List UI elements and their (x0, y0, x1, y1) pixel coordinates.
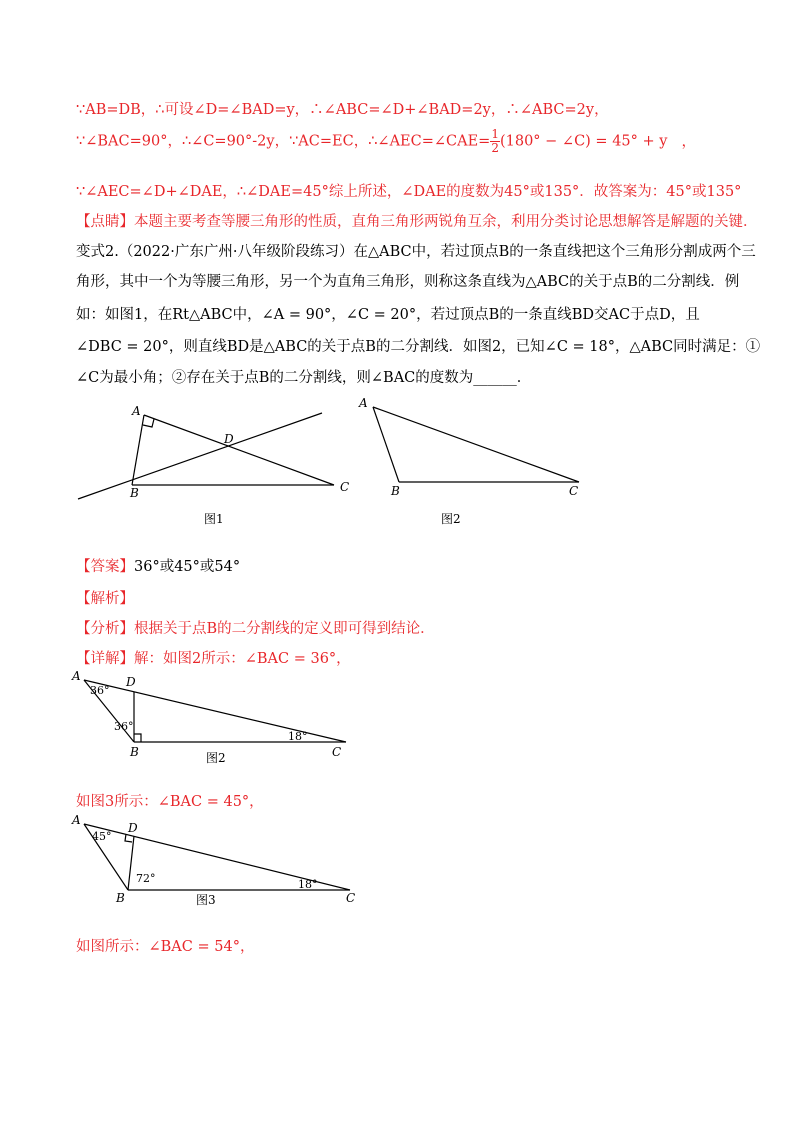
fraction-half (490, 128, 500, 155)
figure-2 (355, 395, 595, 530)
fig2-label-c: C (569, 484, 579, 498)
sol3-caption: 图3 (196, 893, 216, 907)
fig1-label-a: A (132, 404, 141, 418)
fig1-label-c: C (340, 480, 350, 494)
figure-3-caption-line: 如图3所示：∠BAC = 45°， (76, 794, 264, 810)
xiangjie-line (76, 647, 351, 668)
fig2-label-a: A (359, 396, 368, 410)
sol3-label-b: B (116, 891, 125, 905)
sol3-label-d: D (128, 821, 138, 835)
solution-figure-3 (70, 808, 360, 908)
final-line: 如图所示：∠BAC = 54°， (76, 939, 255, 955)
answer-line (76, 555, 240, 576)
sol2-angle-b: 36° (114, 720, 134, 733)
figure-1 (70, 395, 360, 530)
fig1-side-ac (144, 415, 334, 485)
sol3-segment-bd (128, 836, 134, 890)
sol2-angle-c: 18° (288, 730, 308, 743)
sol2-caption: 图2 (206, 751, 226, 765)
solution-line-2 (76, 128, 696, 155)
fraction-denominator: 2 (491, 141, 499, 155)
fig1-right-angle-mark (143, 419, 154, 427)
answer-value: 36°或45°或54° (134, 559, 241, 575)
sol2-label-d: D (126, 675, 136, 689)
fig1-line-bd (78, 413, 322, 499)
fig2-side-ab (373, 407, 399, 482)
sol2-right-angle-mark (134, 734, 141, 742)
answer-label: 【答案】 (76, 559, 134, 575)
solution-line-2-formula: (180° − ∠C) = 45° + y (499, 133, 668, 150)
problem-line-3: 如：如图1，在Rt△ABC中，∠A = 90°，∠C = 20°，若过顶点B的一条直线BD交AC于点D，且 (76, 307, 700, 323)
problem-line-1: 变式2.（2022·广东广州·八年级阶段练习）在△ABC中，若过顶点B的一条直线把这个三角形分割成两个三 (76, 244, 756, 260)
sol3-label-c: C (346, 891, 356, 905)
fenxi-line: 【分析】根据关于点B的二分割线的定义即可得到结论． (76, 621, 435, 637)
fig1-side-ab (132, 415, 144, 485)
jiexi-heading: 【解析】 (76, 591, 134, 607)
sol2-angle-a: 36° (90, 684, 110, 697)
fig2-side-ac (373, 407, 579, 482)
solution-line-3: ∵∠AEC=∠D+∠DAE，∴∠DAE=45°综上所述，∠DAE的度数为45°或135°．故答案为：45°或135° (76, 184, 742, 200)
fig1-caption: 图1 (204, 512, 224, 526)
sol3-label-a: A (72, 813, 81, 827)
dianjing-note: 【点睛】本题主要考查等腰三角形的性质，直角三角形两锐角互余，利用分类讨论思想解答是解题的关键． (76, 214, 758, 230)
xiangjie-text: 解：如图2所示：∠BAC = 36°， (134, 651, 351, 667)
sol3-angle-c: 18° (298, 878, 318, 891)
problem-line-5: ∠C为最小角；②存在关于点B的二分割线，则∠BAC的度数为______． (76, 370, 532, 386)
solution-line-1: ∵AB=DB，∴可设∠D=∠BAD=y，∴∠ABC=∠D+∠BAD=2y，∴∠ABC=2y， (76, 102, 609, 118)
sol2-label-a: A (72, 669, 81, 683)
fig1-label-b: B (130, 486, 139, 500)
fraction-numerator: 1 (491, 127, 499, 141)
sol3-angle-b: 72° (136, 872, 156, 885)
problem-line-4: ∠DBC = 20°，则直线BD是△ABC的关于点B的二分割线．如图2，已知∠C = 18°，△ABC同时满足：① (76, 339, 761, 355)
fig1-label-d: D (224, 432, 234, 446)
sol2-label-b: B (130, 745, 139, 759)
sol3-angle-a: 45° (92, 830, 112, 843)
solution-figure-2 (70, 668, 360, 768)
fig2-label-b: B (391, 484, 400, 498)
fig2-caption: 图2 (441, 512, 461, 526)
solution-line-2-comma: ， (681, 133, 696, 150)
xiangjie-label: 【详解】 (76, 651, 134, 667)
problem-line-2: 角形，其中一个为等腰三角形，另一个为直角三角形，则称这条直线为△ABC的关于点B的二分割线．例 (76, 274, 740, 290)
sol2-label-c: C (332, 745, 342, 759)
solution-line-2-text: ∵∠BAC=90°，∴∠C=90°-2y，∵AC=EC，∴∠AEC=∠CAE= (76, 133, 491, 150)
